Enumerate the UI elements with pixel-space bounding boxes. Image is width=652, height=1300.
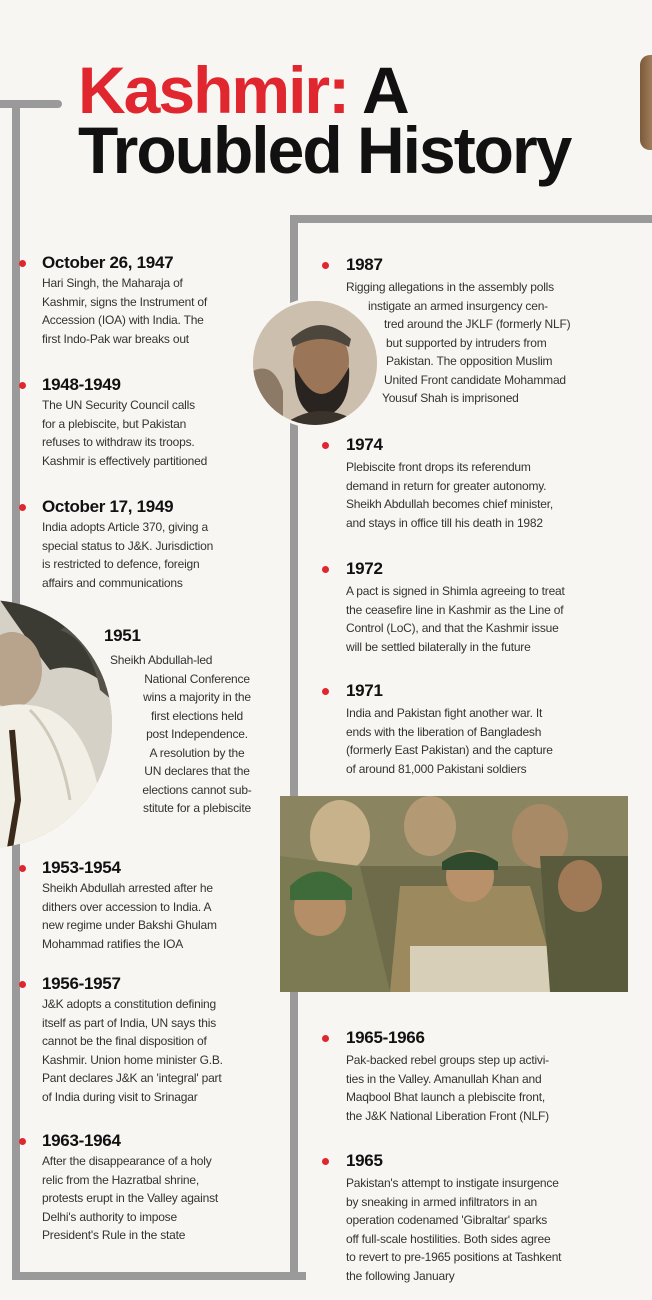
- left-entry-2: [42, 496, 282, 592]
- entry-text: [104, 651, 284, 818]
- entry-year: 1951: [104, 626, 141, 645]
- text-line: new regime under Bakshi Ghulam: [42, 918, 217, 932]
- text-line: but supported by intruders from: [386, 335, 547, 350]
- text-line: demand in return for greater autonomy.: [346, 478, 547, 493]
- right-entry-0: [346, 254, 646, 408]
- timeline-bottom-line: [12, 1272, 306, 1280]
- timeline-right-top: [290, 215, 652, 223]
- text-line: Accession (IOA) with India. The: [42, 313, 204, 327]
- text-line: Kashmir is effectively partitioned: [42, 453, 208, 468]
- entry-year: 1987: [346, 255, 383, 274]
- entry-text: [346, 458, 646, 532]
- entry-year: 1956-1957: [42, 974, 121, 993]
- text-line: of India during visit to Srinagar: [42, 1089, 198, 1104]
- text-line: Delhi's authority to impose: [42, 1209, 177, 1224]
- left-entry-0: [42, 252, 282, 348]
- entry-year: 1953-1954: [42, 858, 121, 877]
- left-entry-5: [42, 973, 282, 1106]
- timeline-dot: [19, 504, 26, 511]
- entry-text: [346, 704, 646, 778]
- text-line: United Front candidate Mohammad: [384, 372, 566, 387]
- text-line: operation codenamed 'Gibraltar' sparks: [346, 1213, 548, 1227]
- left-entry-3: [104, 625, 284, 818]
- entry-text: [42, 879, 282, 953]
- timeline-left-connector: [0, 100, 62, 108]
- text-line: Kashmir, signs the Instrument of: [42, 294, 208, 309]
- text-line: affairs and communications: [42, 575, 183, 590]
- text-line: tred around the JKLF (formerly NLF): [384, 317, 571, 331]
- text-line: instigate an armed insurgency cen-: [368, 298, 548, 313]
- text-line: refuses to withdraw its troops.: [42, 435, 195, 449]
- text-line: Sheikh Abdullah becomes chief minister,: [346, 497, 553, 511]
- text-line: Sheikh Abdullah-led: [110, 653, 213, 667]
- portrait-illustration: [0, 600, 112, 848]
- entry-year: 1965: [346, 1151, 383, 1170]
- text-line: Pakistan. The opposition Muslim: [386, 354, 553, 368]
- text-line: A pact is signed in Shimla agreeing to treat: [346, 584, 565, 598]
- text-line: off full-scale hostilities. Both sides agree: [346, 1231, 551, 1246]
- text-line: special status to J&K. Jurisdiction: [42, 538, 214, 553]
- left-entry-1: [42, 374, 282, 470]
- surrender-photo-1971: [280, 796, 628, 992]
- entry-text: [346, 1174, 646, 1285]
- text-line: the J&K National Liberation Front (NLF): [346, 1108, 549, 1123]
- text-line: Pakistan's attempt to instigate insurgence: [346, 1176, 559, 1190]
- text-line: Control (LoC), and that the Kashmir issue: [346, 621, 559, 635]
- timeline-dot: [19, 1138, 26, 1145]
- text-line: Pant declares J&K an 'integral' part: [42, 1071, 222, 1085]
- entry-text: [42, 274, 282, 348]
- timeline-dot: [322, 262, 329, 269]
- text-line: stitute for a plebiscite: [143, 801, 251, 815]
- timeline-dot: [322, 442, 329, 449]
- text-line: President's Rule in the state: [42, 1228, 186, 1242]
- entry-text: [42, 396, 282, 470]
- timeline-dot: [19, 260, 26, 267]
- text-line: India adopts Article 370, giving a: [42, 520, 208, 534]
- text-line: itself as part of India, UN says this: [42, 1015, 217, 1030]
- entry-text: [42, 518, 282, 592]
- text-line: elections cannot sub-: [142, 782, 252, 797]
- right-entry-4: [346, 1027, 646, 1125]
- right-entry-3: [346, 680, 646, 778]
- timeline-dot: [322, 1158, 329, 1165]
- entry-year: 1948-1949: [42, 375, 121, 394]
- entry-text: [346, 278, 646, 408]
- text-line: the following January: [346, 1268, 455, 1283]
- entry-text: [42, 995, 282, 1106]
- text-line: will be settled bilaterally in the future: [346, 639, 531, 654]
- text-line: Kashmir. Union home minister G.B.: [42, 1052, 223, 1067]
- entry-year: October 17, 1949: [42, 497, 174, 516]
- timeline-dot: [322, 1035, 329, 1042]
- timeline-dot: [19, 981, 26, 988]
- text-line: by sneaking in armed infiltrators in an: [346, 1194, 537, 1209]
- timeline-dot: [19, 865, 26, 872]
- text-line: for a plebiscite, but Pakistan: [42, 416, 187, 431]
- entry-year: 1963-1964: [42, 1131, 121, 1150]
- portrait-photo-1951: [0, 600, 112, 848]
- text-line: ends with the liberation of Bangladesh: [346, 724, 542, 739]
- text-line: After the disappearance of a holy: [42, 1154, 212, 1168]
- text-line: Plebiscite front drops its referendum: [346, 460, 531, 474]
- right-entry-5: [346, 1150, 646, 1285]
- text-line: (formerly East Pakistan) and the capture: [346, 743, 553, 757]
- text-line: of around 81,000 Pakistani soldiers: [346, 761, 527, 776]
- photo-illustration: [280, 796, 628, 992]
- text-line: Rigging allegations in the assembly polls: [346, 280, 554, 294]
- text-line: UN declares that the: [144, 764, 250, 778]
- entry-year: 1974: [346, 435, 383, 454]
- text-line: ties in the Valley. Amanullah Khan and: [346, 1071, 542, 1086]
- text-line: post Independence.: [146, 727, 248, 741]
- entry-year: 1965-1966: [346, 1028, 425, 1047]
- photo-edge-top-right: [640, 55, 652, 150]
- entry-text: [42, 1152, 282, 1245]
- timeline-dot: [322, 688, 329, 695]
- text-line: first elections held: [150, 708, 244, 723]
- text-line: protests erupt in the Valley against: [42, 1191, 219, 1205]
- timeline-dot: [19, 382, 26, 389]
- text-line: dithers over accession to India. A: [42, 899, 212, 914]
- right-entry-2: [346, 558, 646, 656]
- left-entry-4: [42, 857, 282, 953]
- text-line: and stays in office till his death in 1982: [346, 515, 543, 530]
- text-line: A resolution by the: [149, 745, 245, 760]
- text-line: to revert to pre-1965 positions at Tashkent: [346, 1250, 562, 1264]
- title-black: A: [361, 53, 408, 127]
- timeline-dot: [322, 566, 329, 573]
- right-entry-1: [346, 434, 646, 532]
- text-line: cannot be the final disposition of: [42, 1034, 207, 1048]
- text-line: National Conference: [144, 671, 250, 686]
- text-line: Mohammad ratifies the IOA: [42, 936, 184, 951]
- text-line: Maqbool Bhat launch a plebiscite front,: [346, 1090, 545, 1104]
- text-line: Hari Singh, the Maharaja of: [42, 276, 183, 290]
- title-line2: Troubled History: [78, 113, 571, 187]
- entry-year: 1972: [346, 559, 383, 578]
- title-red: Kashmir:: [78, 53, 349, 127]
- text-line: is restricted to defence, foreign: [42, 557, 200, 571]
- text-line: wins a majority in the: [143, 690, 251, 704]
- text-line: Yousuf Shah is imprisoned: [382, 391, 519, 405]
- entry-year: October 26, 1947: [42, 253, 174, 272]
- text-line: The UN Security Council calls: [42, 398, 195, 412]
- text-line: the ceasefire line in Kashmir as the Line of: [346, 602, 564, 617]
- entry-text: [346, 582, 646, 656]
- left-entry-6: [42, 1130, 282, 1245]
- page-title: [78, 53, 638, 187]
- text-line: Pak-backed rebel groups step up activi-: [346, 1053, 549, 1067]
- text-line: Sheikh Abdullah arrested after he: [42, 881, 213, 895]
- entry-year: 1971: [346, 681, 383, 700]
- text-line: relic from the Hazratbal shrine,: [42, 1172, 199, 1187]
- entry-text: [346, 1051, 646, 1125]
- text-line: J&K adopts a constitution defining: [42, 997, 216, 1011]
- text-line: first Indo-Pak war breaks out: [42, 331, 189, 346]
- text-line: India and Pakistan fight another war. It: [346, 706, 543, 720]
